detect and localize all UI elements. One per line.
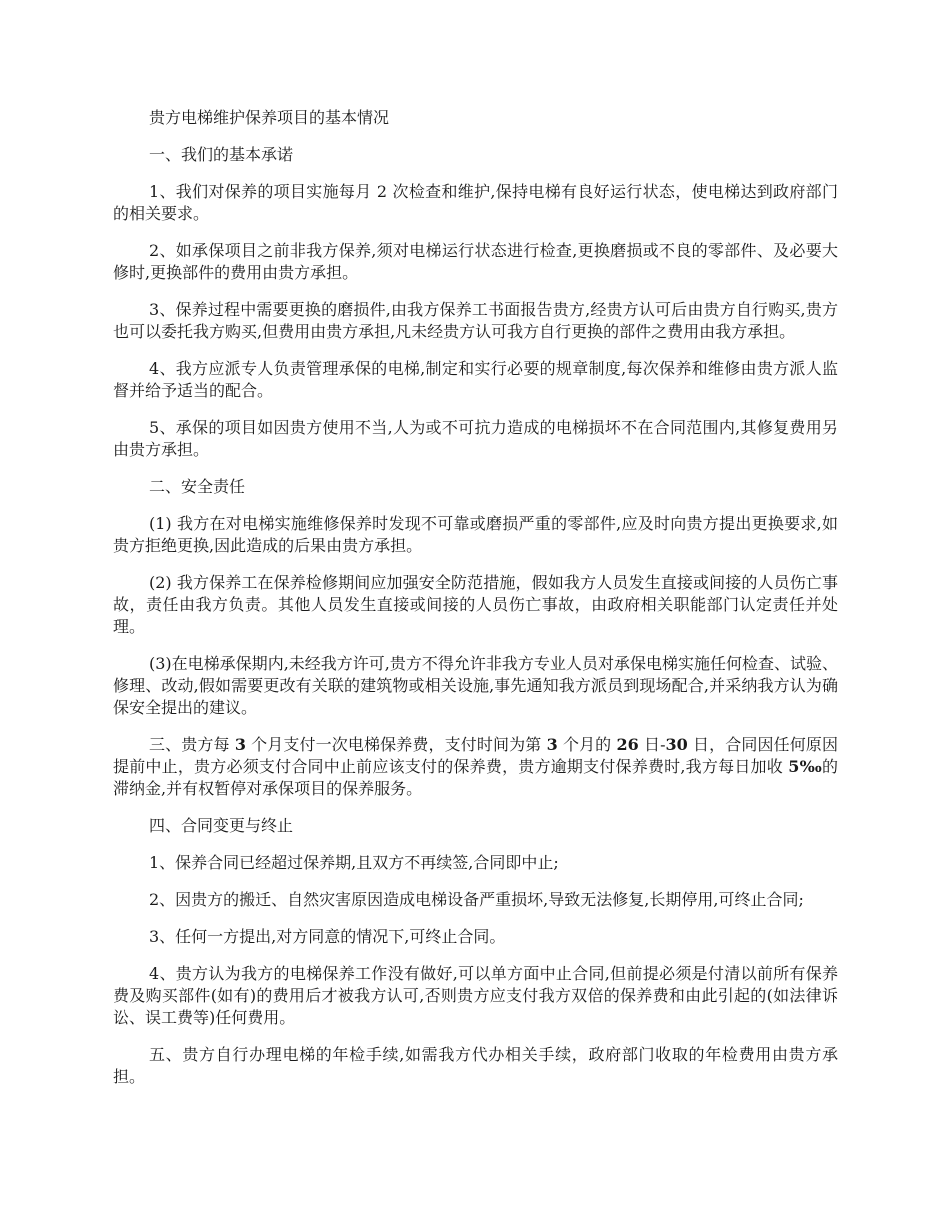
document-body bbox=[113, 107, 838, 1103]
termination-item-1: 1、保养合同已经超过保养期,且双方不再续签,合同即中止; bbox=[149, 853, 559, 872]
termination-item-3: 3、任何一方提出,对方同意的情况下,可终止合同。 bbox=[149, 927, 506, 946]
safety-item-3: (3)在电梯承保期内,未经我方许可,贵方不得允许非我方专业人员对承保电梯实施任何检查、试验、修理、改动,假如需要更改有关联的建筑物或相关设施,事先通知我方派员到现场配合,并采纳我方认为确保安全提出的建议。 bbox=[113, 654, 838, 717]
safety-item-1: (1) 我方在对电梯实施维修保养时发现不可靠或磨损严重的零部件,应及时向贵方提出更换要求,如贵方拒绝更换,因此造成的后果由贵方承担。 bbox=[113, 514, 838, 555]
annual-inspection-clause: 五、贵方自行办理电梯的年检手续,如需我方代办相关手续，政府部门收取的年检费用由贵方承担。 bbox=[113, 1045, 838, 1086]
payment-clause: 三、贵方每 3 个月支付一次电梯保养费，支付时间为第 3 个月的 26 日-30 日，合同因任何原因提前中止，贵方必须支付合同中止前应该支付的保养费，贵方逾期支付保养费时,我方每日加收 5‰的滞纳金,并有权暂停对承保项目的保养服务。 bbox=[113, 735, 838, 798]
safety-item-2: (2) 我方保养工在保养检修期间应加强安全防范措施，假如我方人员发生直接或间接的人员伤亡事故，责任由我方负责。其他人员发生直接或间接的人员伤亡事故，由政府相关职能部门认定责任并处理。 bbox=[113, 573, 838, 636]
commitment-item-4: 4、我方应派专人负责管理承保的电梯,制定和实行必要的规章制度,每次保养和维修由贵方派人监督并给予适当的配合。 bbox=[113, 359, 838, 400]
termination-item-2: 2、因贵方的搬迁、自然灾害原因造成电梯设备严重损坏,导致无法修复,长期停用,可终止合同; bbox=[149, 890, 804, 909]
commitment-item-5: 5、承保的项目如因贵方使用不当,人为或不可抗力造成的电梯损坏不在合同范围内,其修复费用另由贵方承担。 bbox=[113, 418, 838, 459]
termination-item-4: 4、贵方认为我方的电梯保养工作没有做好,可以单方面中止合同,但前提必须是付清以前所有保养费及购买部件(如有)的费用后才被我方认可,否则贵方应支付我方双倍的保养费和由此引起的(如法律诉讼、误工费等)任何费用。 bbox=[113, 964, 838, 1027]
commitment-item-3: 3、保养过程中需要更换的磨损件,由我方保养工书面报告贵方,经贵方认可后由贵方自行购买,贵方也可以委托我方购买,但费用由贵方承担,凡未经贵方认可我方自行更换的部件之费用由我方承担。 bbox=[113, 300, 838, 341]
commitment-item-2: 2、如承保项目之前非我方保养,须对电梯运行状态进行检查,更换磨损或不良的零部件、及必要大修时,更换部件的费用由贵方承担。 bbox=[113, 241, 838, 282]
section-heading-termination: 四、合同变更与终止 bbox=[149, 816, 294, 835]
commitment-item-1: 1、我们对保养的项目实施每月 2 次检查和维护,保持电梯有良好运行状态，使电梯达到政府部门的相关要求。 bbox=[113, 182, 838, 223]
document-title: 贵方电梯维护保养项目的基本情况 bbox=[149, 108, 390, 127]
section-heading-safety: 二、安全责任 bbox=[149, 477, 246, 496]
section-heading-commitments: 一、我们的基本承诺 bbox=[149, 145, 294, 164]
